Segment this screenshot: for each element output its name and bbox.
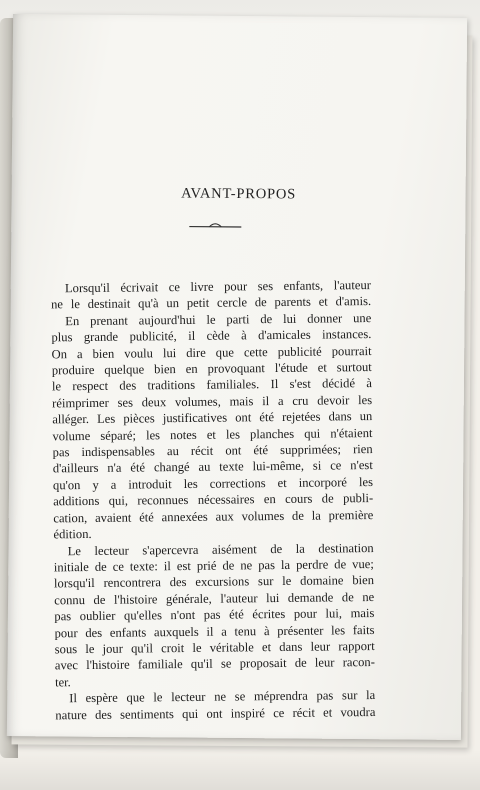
text-line: avec l'histoire familiale qu'il se proposait de leur racon- xyxy=(54,655,375,673)
text-line: qu'on y a introduit les corrections et incorporé les xyxy=(52,474,374,493)
text-line: édition. xyxy=(53,527,92,542)
text-line: produire quelque bien en provoquant l'étude et surtout xyxy=(51,360,372,378)
text-line: Lorsqu'il écrivait ce livre pour ses enfants, l'auteur xyxy=(64,278,371,296)
text-line: pas oublier qu'elles n'ont pas été écrites pour lui, mais xyxy=(54,606,375,624)
text-line: sous le jour qu'il croit le véritable et dans leur rapport xyxy=(54,638,375,657)
text-line: volume séparé; les notes et les planches qui n'étaient xyxy=(52,425,373,444)
text-line: ne le destinait qu'à un petit cercle de parents et d'amis. xyxy=(51,294,372,312)
ornament-rule-icon xyxy=(187,219,243,231)
text-line: plus grande publicité, il cède à d'amicales instances. xyxy=(51,327,372,345)
text-line: connu de l'histoire générale, l'auteur lui demande de ne xyxy=(54,589,375,608)
text-line: alléger. Les pièces justificatives ont été rejetées dans un xyxy=(52,409,373,427)
text-line: Le lecteur s'apercevra aisément de la destination xyxy=(67,540,374,558)
text-line: d'ailleurs n'a été changé au texte lui-même, si ce n'est xyxy=(52,458,373,476)
text-line: pour des enfants auxquels il a tenu à présenter les faits xyxy=(54,622,375,640)
text-line: En prenant aujourd'hui le parti de lui donner une xyxy=(65,310,372,329)
text-line: le respect des traditions familiales. Il s'est décidé à xyxy=(51,376,373,394)
text-line: cation, avaient été annexées aux volumes de la première xyxy=(53,507,374,526)
bottom-shadow xyxy=(0,750,480,790)
text-line: nature des sentiments qui ont inspiré ce récit et voudra xyxy=(55,704,376,722)
text-line: On a bien voulu lui dire que cette publicité pourrait xyxy=(51,343,372,361)
text-line: additions qui, reconnues nécessaires en cours de publi- xyxy=(53,491,374,509)
chapter-heading: AVANT-PROPOS xyxy=(181,185,297,203)
book-page xyxy=(7,14,467,740)
preface-text xyxy=(51,277,376,723)
text-line: ter. xyxy=(54,674,71,690)
text-line: Il espère que le lecteur ne se méprendra pas sur la xyxy=(69,688,376,706)
text-line: initiale de ce texte: il est prié de ne pas la perdre de vue; xyxy=(53,556,374,575)
text-line: pas indispensables au récit ont été supprimées; rien xyxy=(52,442,373,460)
text-line: lorsqu'il rencontrera des excursions sur le domaine bien xyxy=(53,573,375,591)
text-line: réimprimer ses deux volumes, mais il a cru devoir les xyxy=(52,392,373,411)
